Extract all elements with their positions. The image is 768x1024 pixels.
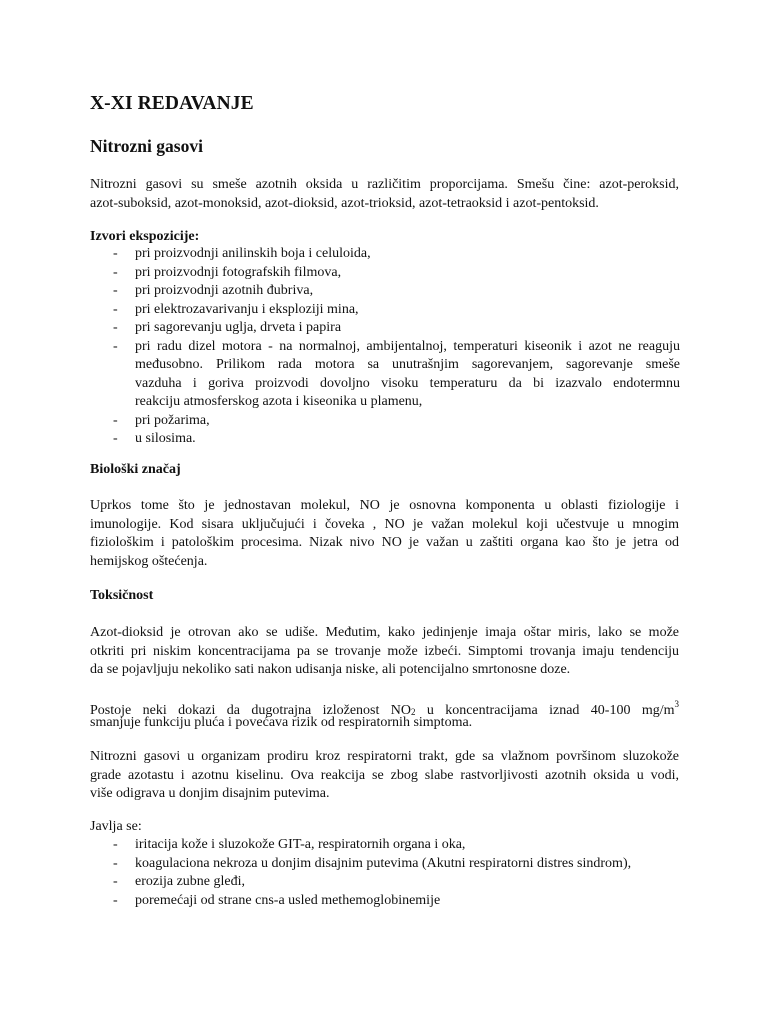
- list-item: - pri proizvodnji fotografskih filmova,: [113, 264, 342, 280]
- symptoms-list: [90, 836, 680, 910]
- list-item: - pri proizvodnji azotnih đubriva,: [113, 283, 314, 298]
- intro-line: azot-suboksid, azot-monoksid, azot-dioksid, azot-trioksid, azot-tetraoksid i azot-pentoksid.: [90, 195, 599, 211]
- toxicity-paragraph-1: Azot-dioksid je otrovan ako se udiše. Međutim, kako jedinjenje imaja oštar miris, lako se može otkriti pri niskim koncentracijama pa se trovanje može izbeći. Simptomi trovanja imaju tendenciju da se pojavljuju nekoliko sati nakon udisanja niske, ali potencijalno smrtonosne doze.: [90, 625, 679, 677]
- list-item: - iritacija kože i sluzokože GIT-a, respiratornih organa i oka,: [113, 837, 466, 852]
- list-item: - pri sagorevanju uglja, drveta i papira: [113, 320, 342, 335]
- list-item: - erozija zubne gleđi,: [113, 874, 246, 889]
- toxicity-heading: Toksičnost: [90, 588, 154, 603]
- list-item: - pri požarima,: [113, 412, 210, 428]
- list-item: - poremećaji od strane cns-a usled methemoglobinemije: [113, 892, 441, 908]
- toxicity-paragraph-3: Nitrozni gasovi u organizam prodiru kroz respiratorni trakt, gde sa vlažnom površinom sluzokože grade azotastu i azotnu kiselinu. Ova reakcija se zbog slabe rastvorljivosti azotnih oksida u vodi, više odigrava u donjim disajnim putevima.: [90, 749, 679, 801]
- exposure-heading: Izvori ekspozicije:: [90, 229, 200, 244]
- biology-heading: Biološki značaj: [90, 462, 181, 477]
- intro-paragraph: [90, 176, 679, 213]
- symptoms-heading: Javlja se:: [90, 819, 142, 834]
- exposure-list: [90, 245, 680, 449]
- document-title: X-XI REDAVANJE: [90, 93, 254, 114]
- list-item: - pri radu dizel motora - na normalnoj, ambijentalnoj, temperaturi kiseonik i azot ne reaguju međusobno. Prilikom rada motora sa unutrašnjim sagorevanjem, sagorevanje smeše vazduha i goriva proizvodi dovoljno visoku temperaturu da bi izazvalo endotermnu reakciju atmosferskog azota i kiseonika u plamenu,: [113, 338, 680, 409]
- list-item: - u silosima.: [113, 431, 196, 446]
- intro-line: Nitrozni gasovi su smeše azotnih oksida u različitim proporcijama. Smešu čine: azot-peroksid,: [90, 177, 679, 192]
- list-item: - pri proizvodnji anilinskih boja i celuloida,: [113, 246, 371, 261]
- biology-paragraph: Uprkos tome što je jednostavan molekul, NO je osnovna komponenta u oblasti fiziologije i imunologije. Kod sisara uključujući i čoveka , NO je važan molekul koji učestvuje u mnogim fiziološkim i patološkim procesima. Nizak nivo NO je važan u zaštiti organa kao što je jetra od hemijskog oštećenja.: [90, 498, 679, 569]
- toxicity-paragraph-2: Postoje neki dokazi da dugotrajna izloženost $NO_2$ u koncentracijama iznad 40-100 $mg/m^3$ smanjuje funkciju pluća i povećava rizik od respiratornih simptoma.: [90, 699, 679, 730]
- list-item: - koagulaciona nekroza u donjim disajnim putevima (Akutni respiratorni distres sindrom),: [113, 855, 632, 871]
- section-title: Nitrozni gasovi: [90, 136, 203, 156]
- list-item: - pri elektrozavarivanju i eksploziji mina,: [113, 301, 359, 317]
